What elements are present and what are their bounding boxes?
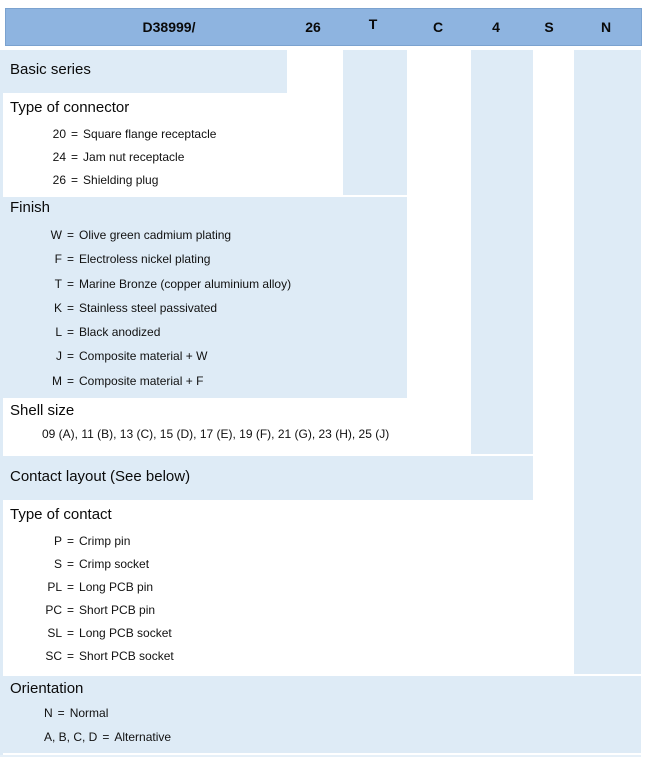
part-code-segment-layout: 4 — [492, 19, 500, 35]
section-type-of-contact — [0, 503, 574, 675]
item-separator: = — [67, 649, 75, 663]
section-title: Type of connector — [10, 99, 130, 116]
column-band-orientation — [574, 50, 641, 674]
part-code-segment-shell-size: C — [432, 19, 444, 35]
item-separator: = — [67, 557, 75, 571]
item-separator: = — [67, 349, 75, 364]
code-item — [0, 530, 574, 553]
item-description: Square flange receptacle — [83, 127, 217, 141]
section-contact-layout — [0, 456, 533, 500]
section-title: Type of contact — [10, 506, 112, 523]
section-shell-size — [0, 398, 471, 456]
item-code: SC — [45, 649, 62, 663]
item-code: 26 — [52, 173, 66, 187]
item-description: Composite material + W — [79, 349, 208, 364]
code-item — [0, 725, 641, 749]
item-separator: = — [57, 706, 65, 720]
code-item — [0, 701, 641, 725]
item-separator: = — [71, 173, 79, 187]
item-description: Black anodized — [79, 325, 161, 340]
code-item-list — [0, 701, 641, 749]
code-item — [0, 223, 407, 247]
item-description: Electroless nickel plating — [79, 252, 211, 267]
section-orientation — [0, 676, 641, 753]
part-code-segment-orientation: N — [600, 19, 612, 35]
code-item-list — [0, 123, 344, 192]
code-item — [0, 296, 407, 320]
item-description: Short PCB pin — [79, 603, 156, 617]
item-separator: = — [102, 730, 110, 744]
item-separator: = — [71, 127, 79, 141]
code-item — [0, 553, 574, 576]
item-code: K — [53, 300, 62, 315]
item-separator: = — [67, 325, 75, 340]
item-separator: = — [67, 300, 75, 315]
code-item — [0, 169, 344, 192]
code-item — [0, 123, 344, 146]
item-description: Alternative — [114, 730, 172, 744]
code-item — [0, 146, 344, 169]
item-code: PL — [47, 580, 62, 594]
item-description: Jam nut receptacle — [83, 150, 185, 164]
item-description: Crimp pin — [79, 534, 131, 548]
item-separator: = — [71, 150, 79, 164]
item-separator: = — [67, 276, 75, 291]
section-title: Finish — [10, 199, 51, 216]
part-code-segment-contact: S — [544, 19, 554, 35]
code-item — [0, 369, 407, 393]
item-description: Long PCB socket — [79, 626, 172, 640]
section-title: Contact layout (See below) — [10, 468, 191, 485]
item-code: PC — [45, 603, 62, 617]
item-code: 20 — [52, 127, 66, 141]
item-separator: = — [67, 534, 75, 548]
item-separator: = — [67, 603, 75, 617]
item-description: Marine Bronze (copper aluminium alloy) — [79, 276, 292, 291]
item-separator: = — [67, 580, 75, 594]
section-title: Orientation — [10, 680, 84, 697]
part-code-segment-type: 26 — [305, 19, 321, 35]
item-description: Short PCB socket — [79, 649, 174, 663]
item-code: W — [50, 228, 62, 242]
item-code: L — [55, 325, 62, 340]
item-description: Composite material + F — [79, 373, 204, 388]
item-description: Long PCB pin — [79, 580, 154, 594]
code-item — [0, 247, 407, 271]
code-item — [0, 320, 407, 344]
shell-size-values: 09 (A), 11 (B), 13 (C), 15 (D), 17 (E), 19 (F), 21 (G), 23 (H), 25 (J) — [42, 427, 390, 441]
item-separator: = — [67, 373, 75, 388]
section-basic-series — [0, 50, 287, 93]
item-code: S — [53, 557, 62, 571]
item-code: P — [53, 534, 62, 548]
code-item — [0, 272, 407, 296]
column-band-finish — [343, 50, 407, 195]
section-finish — [0, 197, 407, 398]
code-item — [0, 645, 574, 668]
code-item — [0, 599, 574, 622]
column-band-contact-layout — [471, 50, 533, 454]
item-separator: = — [67, 626, 75, 640]
item-separator: = — [67, 228, 75, 242]
item-code: M — [52, 373, 62, 388]
code-item-list — [0, 530, 574, 668]
section-type-of-connector — [0, 96, 344, 197]
item-separator: = — [67, 252, 75, 267]
item-description: Shielding plug — [83, 173, 159, 187]
section-title: Basic series — [10, 61, 91, 78]
item-code: J — [56, 349, 62, 364]
part-code-prefix: D38999/ — [142, 19, 196, 35]
code-item-list — [0, 223, 407, 393]
part-code-header — [5, 8, 642, 46]
item-code: F — [54, 252, 62, 267]
item-code: A, B, C, D — [44, 730, 98, 744]
item-description: Normal — [69, 706, 109, 720]
item-description: Crimp socket — [79, 557, 150, 571]
item-code: 24 — [52, 150, 66, 164]
item-code: T — [54, 276, 62, 291]
item-code: SL — [47, 626, 62, 640]
code-item — [0, 576, 574, 599]
code-item — [0, 622, 574, 645]
code-item — [0, 344, 407, 368]
item-description: Olive green cadmium plating — [79, 228, 232, 242]
bottom-border-rule — [0, 755, 641, 757]
section-title: Shell size — [10, 402, 75, 419]
item-code: N — [44, 706, 53, 720]
item-description: Stainless steel passivated — [79, 300, 218, 315]
part-code-segment-finish: T — [368, 16, 378, 33]
